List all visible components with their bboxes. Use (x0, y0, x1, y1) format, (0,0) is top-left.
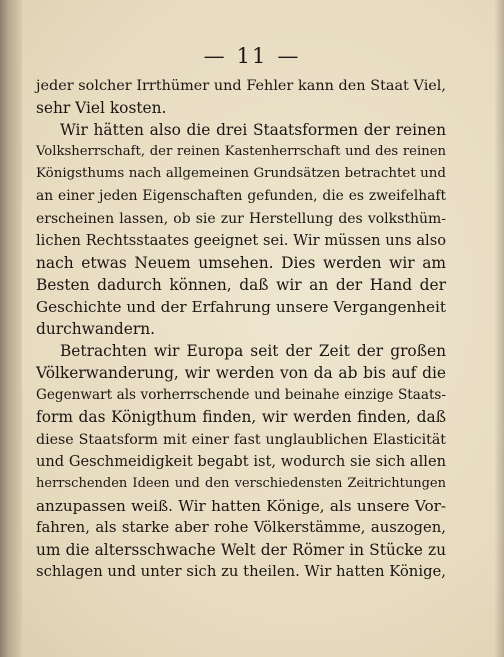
text-line: diese Staatsform mit einer fast unglaublichen Elasticität (36, 431, 446, 448)
text-line: herrschenden Ideen und den verschiedensten Zeitrichtungen (36, 475, 446, 491)
text-line: nach etwas Neuem umsehen. Dies werden wir am (36, 253, 446, 272)
text-line: Wir hätten also die drei Staatsformen der reinen (60, 121, 446, 140)
text-line: und Geschmeidigkeit begabt ist, wodurch sie sich allen (36, 452, 446, 470)
text-line: durchwandern. (36, 320, 156, 339)
text-line: Königsthums nach allgemeinen Grundsätzen betrachtet und (36, 166, 446, 182)
text-line: erscheinen lassen, ob sie zur Herstellung des volksthüm- (36, 210, 446, 227)
text-line: schlagen und unter sich zu theilen. Wir hatten Könige, (36, 563, 446, 581)
page-number (0, 44, 504, 68)
text-line: um die altersschwache Welt der Römer in Stücke zu (36, 540, 446, 559)
text-line: Gegenwart als vorherrschende und beinahe einzige Staats- (36, 387, 446, 404)
text-line: fahren, als starke aber rohe Völkerstämme, auszogen, (36, 518, 446, 536)
page-number-dash-right: — (277, 44, 301, 68)
text-line: an einer jeden Eigenschaften gefunden, die es zweifelhaft (36, 188, 446, 205)
text-line: form das Königthum finden, wir werden finden, daß (36, 408, 446, 427)
binding-gutter (0, 0, 22, 657)
text-line: jeder solcher Irrthümer und Fehler kann den Staat Viel, (36, 78, 446, 94)
text-line: lichen Rechtsstaates geeignet sei. Wir müssen uns also (36, 231, 446, 249)
page-number-value: 11 (236, 44, 268, 68)
page-number-dash-left: — (203, 44, 227, 68)
page-edge-shadow (494, 0, 504, 657)
text-line: anzupassen weiß. Wir hatten Könige, als unsere Vor- (36, 496, 446, 515)
body-text (36, 75, 446, 583)
text-line: Betrachten wir Europa seit der Zeit der großen (60, 342, 446, 361)
text-line: Völkerwanderung, wir werden von da ab bis auf die (36, 364, 446, 383)
text-line: Geschichte und der Erfahrung unsere Vergangenheit (36, 297, 446, 316)
text-line: Besten dadurch können, daß wir an der Hand der (36, 275, 446, 294)
text-line: Volksherrschaft, der reinen Kastenherrschaft und des reinen (36, 144, 446, 160)
text-line: sehr Viel kosten. (36, 99, 167, 118)
